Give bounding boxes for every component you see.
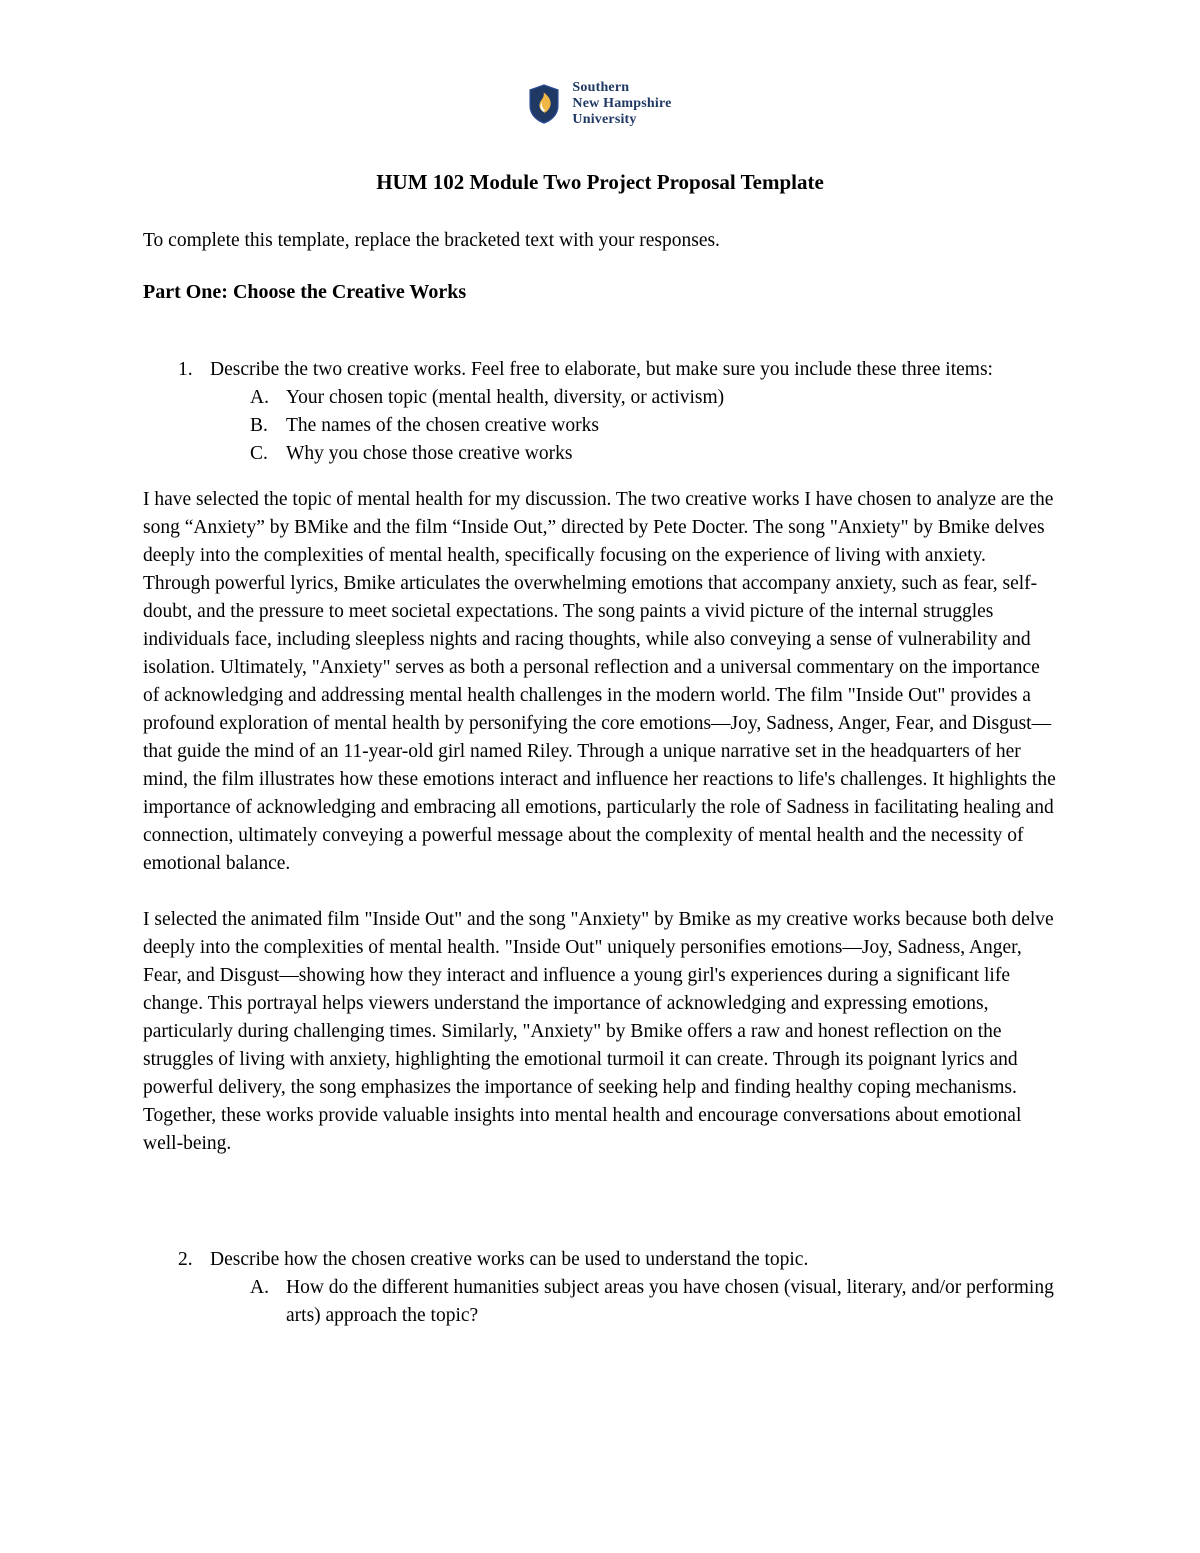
document-title: HUM 102 Module Two Project Proposal Template: [376, 170, 824, 194]
spacer: [143, 468, 1057, 486]
logo-line-university: University: [572, 112, 637, 127]
list-item-1c-text: Why you chose those creative works: [286, 443, 573, 464]
list-item-1a-label: A.: [250, 387, 269, 408]
list-item-1-text: Describe the two creative works. Feel free to elaborate, but make sure you include these three items:: [210, 359, 993, 380]
list-item-1b-text: The names of the chosen creative works: [286, 415, 599, 436]
list-item-1: [178, 356, 1057, 384]
list-item-1a-text: Your chosen topic (mental health, diversity, or activism): [286, 387, 725, 408]
logo-line-new-hampshire: New Hampshire: [572, 96, 672, 111]
spacer: [143, 332, 1057, 356]
spacer: [143, 1186, 1057, 1246]
list-item-1b-label: B.: [250, 415, 268, 436]
response-paragraph-1: I have selected the topic of mental health for my discussion. The two creative works I have chosen to analyze are the song “Anxiety” by BMike and the film “Inside Out,” directed by Pete Docter. The song "Anxiety" by Bmike delves deeply into the complexities of mental health, specifically focusing on the experience of living with anxiety. Through powerful lyrics, Bmike articulates the overwhelming emotions that accompany anxiety, such as fear, self-doubt, and the pressure to meet societal expectations. The song paints a vivid picture of the internal struggles individuals face, including sleepless nights and racing thoughts, while also conveying a sense of vulnerability and isolation. Ultimately, "Anxiety" serves as both a personal reflection and a universal commentary on the importance of acknowledging and addressing mental health challenges in the modern world. The film "Inside Out" provides a profound exploration of mental health by personifying the core emotions—Joy, Sadness, Anger, Fear, and Disgust—that guide the mind of an 11-year-old girl named Riley. Through a unique narrative set in the headquarters of her mind, the film illustrates how these emotions interact and influence her reactions to life's challenges. It highlights the importance of acknowledging and embracing all emotions, particularly the role of Sadness in facilitating healing and connection, ultimately conveying a powerful message about the complexity of mental health and the necessity of emotional balance.: [143, 489, 1056, 874]
intro-paragraph: To complete this template, replace the bracketed text with your responses.: [143, 230, 720, 251]
list-item-2a-text: How do the different humanities subject areas you have chosen (visual, literary, and/or performing arts) approach the topic?: [286, 1277, 1054, 1326]
snhu-logo: [143, 80, 1057, 128]
list-item-2: [178, 1246, 1057, 1274]
list-item-2a: [250, 1274, 1057, 1330]
list-item-2-text: Describe how the chosen creative works can be used to understand the topic.: [210, 1249, 809, 1270]
list-item-2-number: 2.: [178, 1249, 193, 1270]
list-item-1c-label: C.: [250, 443, 268, 464]
list-item-1c: [250, 440, 1057, 468]
list-item-1-number: 1.: [178, 359, 193, 380]
logo-line-southern: Southern: [572, 80, 630, 95]
part-one-heading: Part One: Choose the Creative Works: [143, 281, 467, 303]
response-paragraph-2: I selected the animated film "Inside Out" and the song "Anxiety" by Bmike as my creative works because both delve deeply into the complexities of mental health. "Inside Out" uniquely personifies emotions—Joy, Sadness, Anger, Fear, and Disgust—showing how they interact and influence a young girl's experiences during a significant life change. This portrayal helps viewers understand the importance of acknowledging and expressing emotions, particularly during challenging times. Similarly, "Anxiety" by Bmike offers a raw and honest reflection on the struggles of living with anxiety, highlighting the emotional turmoil it can create. Through its poignant lyrics and powerful delivery, the song emphasizes the importance of seeking help and finding healthy coping mechanisms. Together, these works provide valuable insights into mental health and encourage conversations about emotional well-being.: [143, 909, 1054, 1154]
list-item-1a: [250, 384, 1057, 412]
list-item-2a-label: A.: [250, 1277, 269, 1298]
snhu-shield-icon: [528, 82, 560, 126]
list-item-1b: [250, 412, 1057, 440]
snhu-logo-text: [572, 80, 671, 128]
